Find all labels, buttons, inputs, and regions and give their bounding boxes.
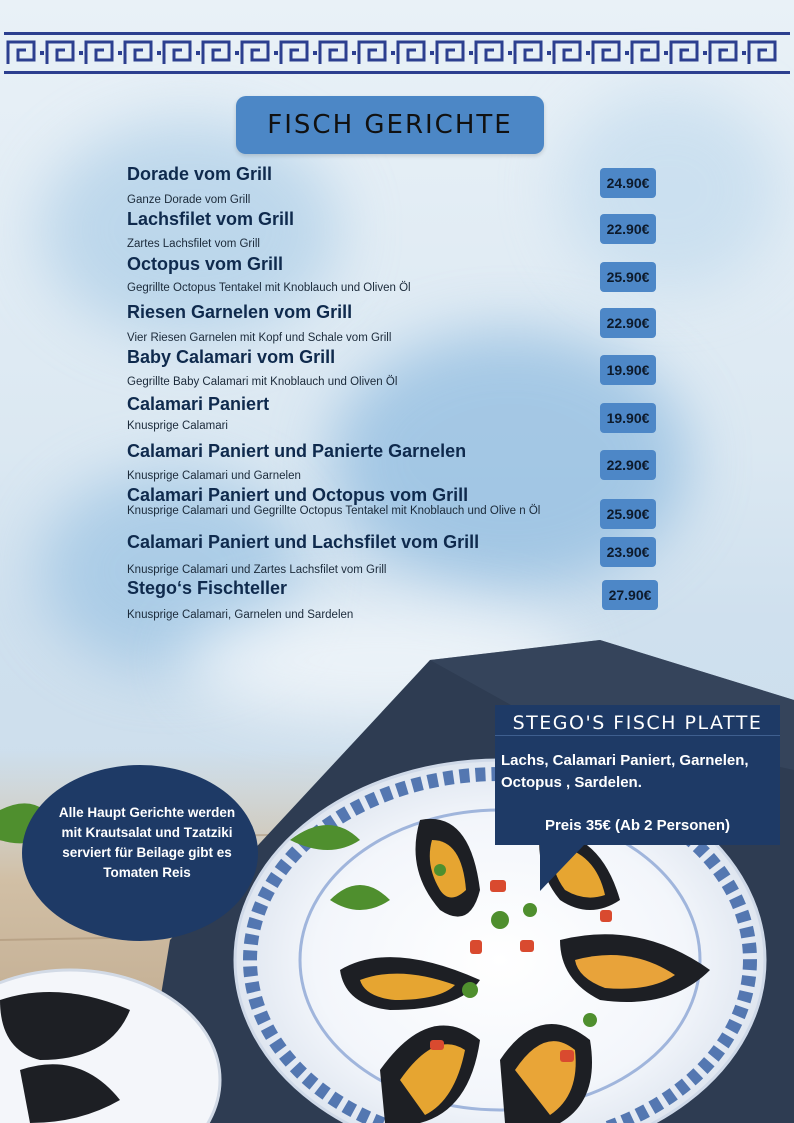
speech-bubble-tail xyxy=(540,845,584,891)
side-dish-note xyxy=(40,803,254,883)
menu-item-price: 19.90€ xyxy=(600,403,656,433)
menu-item-description: Knusprige Calamari xyxy=(127,420,228,432)
menu-item-price: 19.90€ xyxy=(600,355,656,385)
menu-item-description: Gegrillte Octopus Tentakel mit Knoblauch und Oliven Öl xyxy=(127,282,411,294)
menu-item-description: Knusprige Calamari und Gegrillte Octopus Tentakel mit Knoblauch und Olive n Öl xyxy=(127,505,541,517)
menu-item-name: Riesen Garnelen vom Grill xyxy=(127,302,353,322)
menu-item-name: Stego‘s Fischteller xyxy=(127,578,288,598)
menu-item-description: Knusprige Calamari, Garnelen und Sardelen xyxy=(127,609,354,621)
side-dish-note-line: Alle Haupt Gerichte werden xyxy=(58,805,236,820)
watercolor-wash xyxy=(560,90,780,290)
menu-item-name: Lachsfilet vom Grill xyxy=(127,209,295,229)
menu-item-name: Calamari Paniert und Lachsfilet vom Grill xyxy=(127,532,480,552)
menu-item-name: Dorade vom Grill xyxy=(127,164,273,184)
fish-platter-description xyxy=(501,750,786,794)
menu-item-name: Calamari Paniert und Panierte Garnelen xyxy=(127,441,467,461)
menu-item-price: 23.90€ xyxy=(600,537,656,567)
menu-item-description: Zartes Lachsfilet vom Grill xyxy=(127,238,260,250)
menu-item-price: 22.90€ xyxy=(600,308,656,338)
section-title: FISCH GERICHTE xyxy=(267,110,513,140)
menu-item-price: 25.90€ xyxy=(600,499,656,529)
menu-item-price: 25.90€ xyxy=(600,262,656,292)
divider xyxy=(495,735,780,736)
menu-item-description: Gegrillte Baby Calamari mit Knoblauch und Oliven Öl xyxy=(127,376,398,388)
side-dish-note-line: serviert für Beilage gibt es xyxy=(62,845,232,860)
section-title-box xyxy=(236,96,544,154)
menu-item-name: Octopus vom Grill xyxy=(127,254,284,274)
menu-item-description: Knusprige Calamari und Zartes Lachsfilet vom Grill xyxy=(127,564,387,576)
fish-platter-title: STEGO'S FISCH PLATTE xyxy=(512,712,763,734)
greek-meander-border xyxy=(4,32,790,74)
menu-item-name: Baby Calamari vom Grill xyxy=(127,347,336,367)
menu-item-name: Calamari Paniert xyxy=(127,394,270,414)
fish-platter-description-line: Octopus , Sardelen. xyxy=(501,774,642,791)
menu-item-price: 22.90€ xyxy=(600,214,656,244)
menu-item-price: 22.90€ xyxy=(600,450,656,480)
fish-platter-box xyxy=(495,705,780,845)
fish-platter-price: Preis 35€ (Ab 2 Personen) xyxy=(544,817,731,834)
fish-platter-description-line: Lachs, Calamari Paniert, Garnelen, xyxy=(501,752,749,769)
side-dish-note-line: Tomaten Reis xyxy=(103,865,191,880)
menu-item-price: 27.90€ xyxy=(602,580,658,610)
side-dish-note-line: mit Krautsalat und Tzatziki xyxy=(61,825,233,840)
menu-item-description: Vier Riesen Garnelen mit Kopf und Schale vom Grill xyxy=(127,332,392,344)
menu-item-description: Ganze Dorade vom Grill xyxy=(127,194,251,206)
menu-item-price: 24.90€ xyxy=(600,168,656,198)
menu-item-description: Knusprige Calamari und Garnelen xyxy=(127,470,301,482)
menu-item-name: Calamari Paniert und Octopus vom Grill xyxy=(127,485,469,505)
